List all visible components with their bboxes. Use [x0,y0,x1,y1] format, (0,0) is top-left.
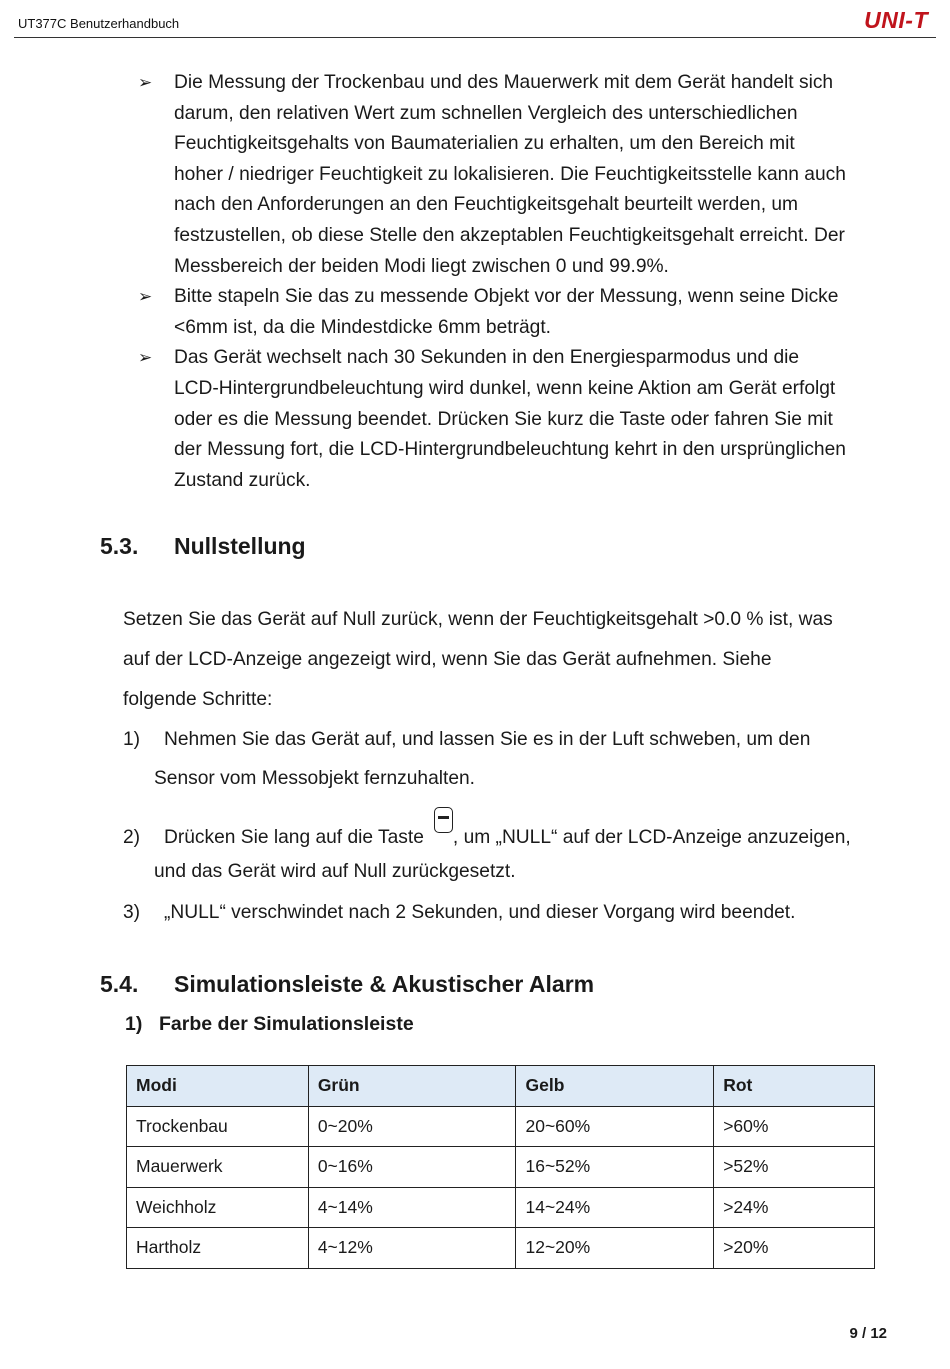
sub-title: Farbe der Simulationsleiste [159,1013,414,1035]
table-cell: 4~12% [308,1228,516,1269]
table-cell: 0~20% [308,1106,516,1147]
table-header-cell: Rot [714,1066,875,1107]
bullet-line: festzustellen, ob diese Stelle den akzeptablen Feuchtigkeitsgehalt erreicht. Der [174,224,845,246]
bullet-line: LCD-Hintergrundbeleuchtung wird dunkel, wenn keine Aktion am Gerät erfolgt [174,377,836,399]
table-row [127,1106,875,1147]
table-cell: Hartholz [127,1228,309,1269]
arrow-bullet-icon: ➢ [138,287,153,307]
page-number: 9 / 12 [849,1325,887,1342]
table-header-cell: Modi [127,1066,309,1107]
table-row [127,1228,875,1269]
step-text: Nehmen Sie das Gerät auf, und lassen Sie es in der Luft schweben, um den [164,729,811,750]
power-key-icon [434,807,453,833]
table-cell: 12~20% [516,1228,714,1269]
section-number: 5.4. [100,971,139,997]
bullet-line: Feuchtigkeitsgehalts von Baumaterialien zu erhalten, um den Bereich mit [174,133,795,155]
step-number: 3) [123,902,141,923]
section-intro [123,600,903,720]
table-row [127,1147,875,1188]
table-cell: 4~14% [308,1187,516,1228]
table-cell: >20% [714,1228,875,1269]
table-row [127,1187,875,1228]
color-range-table [126,1065,875,1269]
bullet-line: darum, den relativen Wert zum schnellen Vergleich des unterschiedlichen [174,102,798,124]
bullet-line: nach den Anforderungen an den Feuchtigkeitsgehalt beurteilt werden, um [174,194,799,216]
bullet-list [138,68,898,496]
step-1-continuation: Sensor vom Messobjekt fernzuhalten. [154,768,476,789]
arrow-bullet-icon: ➢ [138,73,153,92]
intro-line: auf der LCD-Anzeige angezeigt wird, wenn Sie das Gerät aufnehmen. Siehe [123,649,772,670]
bullet-line: oder es die Messung beendet. Drücken Sie kurz die Taste oder fahren Sie mit [174,408,833,430]
sub-heading [125,1013,414,1036]
section-number: 5.3. [100,533,139,559]
table-header-cell: Grün [308,1066,516,1107]
table-cell: 14~24% [516,1187,714,1228]
bullet-line: Messbereich der beiden Modi liegt zwischen 0 und 99.9%. [174,255,669,277]
table-cell: 0~16% [308,1147,516,1188]
bullet-line: Bitte stapeln Sie das zu messende Objekt vor der Messung, wenn seine Dicke [174,286,839,308]
table-cell: Weichholz [127,1187,309,1228]
header-title: UT377C Benutzerhandbuch [18,16,180,31]
bullet-line: <6mm ist, da die Mindestdicke 6mm beträgt. [174,316,551,338]
table-cell: 20~60% [516,1106,714,1147]
bullet-item [138,282,898,343]
bullet-line: Zustand zurück. [174,469,311,491]
bullet-line: der Messung fort, die LCD-Hintergrundbeleuchtung kehrt in den ursprünglichen [174,439,846,461]
step-2-continuation: und das Gerät wird auf Null zurückgesetzt. [154,861,516,882]
header-rule [14,37,936,38]
table-header-cell: Gelb [516,1066,714,1107]
section-title: Simulationsleiste & Akustischer Alarm [174,971,595,997]
table-cell: >60% [714,1106,875,1147]
step-2 [123,819,913,849]
arrow-bullet-icon: ➢ [138,348,153,368]
step-number: 2) [123,827,141,848]
bullet-line: Das Gerät wechselt nach 30 Sekunden in den Energiesparmodus und die [174,347,800,369]
bullet-item [138,343,898,496]
section-heading-53 [100,533,306,560]
table-cell: 16~52% [516,1147,714,1188]
table-cell: Trockenbau [127,1106,309,1147]
brand-logo: UNI-T [864,7,928,33]
bullet-line: Die Messung der Trockenbau und des Mauerwerk mit dem Gerät handelt sich [174,72,834,93]
section-heading-54 [100,971,594,998]
table-cell: Mauerwerk [127,1147,309,1188]
table-header-row [127,1066,875,1107]
table-cell: >24% [714,1187,875,1228]
sub-number: 1) [125,1013,143,1035]
table-cell: >52% [714,1147,875,1188]
bullet-line: hoher / niedriger Feuchtigkeit zu lokalisieren. Die Feuchtigkeitsstelle kann auch [174,163,846,185]
step-1 [123,729,913,751]
bullet-item [138,68,898,282]
section-title: Nullstellung [174,533,306,559]
intro-line: folgende Schritte: [123,689,273,710]
step-text: „NULL“ verschwindet nach 2 Sekunden, und dieser Vorgang wird beendet. [164,902,796,923]
step-text-after: , um „NULL“ auf der LCD-Anzeige anzuzeigen, [452,827,851,848]
intro-line: Setzen Sie das Gerät auf Null zurück, wenn der Feuchtigkeitsgehalt >0.0 % ist, was [123,609,833,630]
step-text: Drücken Sie lang auf die Taste [164,827,424,848]
step-3 [123,902,913,924]
step-number: 1) [123,729,141,750]
